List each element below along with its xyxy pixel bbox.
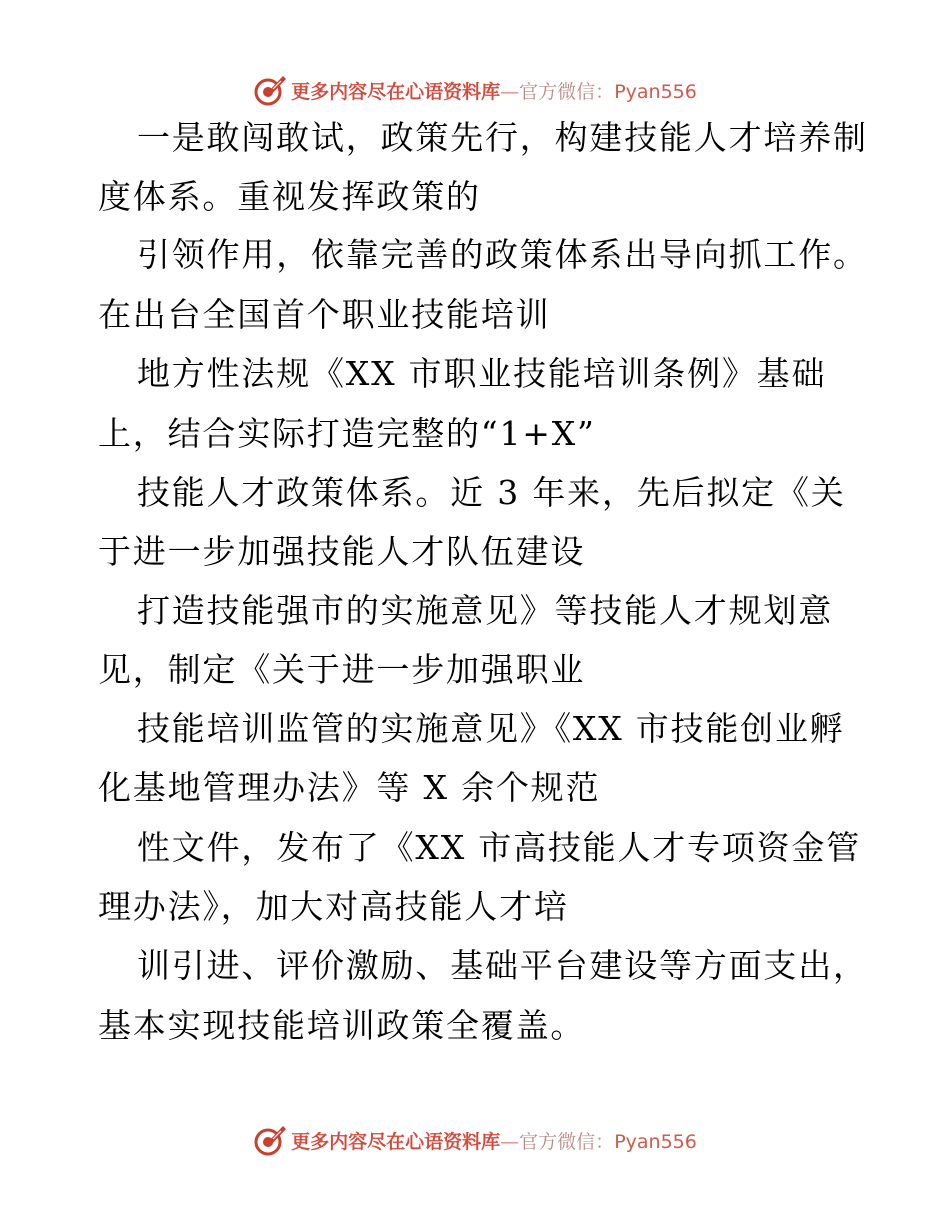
footer-dash: —	[500, 1130, 520, 1153]
body-line: 一是敢闯敢试，政策先行，构建技能人才培养制	[137, 118, 868, 157]
footer-banner	[0, 1120, 950, 1160]
footer-label: 官方微信：	[519, 1130, 615, 1153]
footer-text	[291, 1127, 697, 1154]
body-line: 度体系。重视发挥政策的	[98, 177, 481, 216]
body-line: 训引进、评价激励、基础平台建设等方面支出，	[137, 946, 868, 985]
body-line: 引领作用，依靠完善的政策体系出导向抓工作。	[137, 235, 868, 274]
header-dash: —	[500, 80, 520, 103]
body-line: 地方性法规《XX 市职业技能培训条例》基础	[137, 354, 827, 393]
body-line: 基本实现技能培训政策全覆盖。	[98, 1006, 586, 1045]
quill-logo-icon	[253, 73, 287, 107]
body-line: 上，结合实际打造完整的“1+X”	[98, 414, 596, 453]
body-line: 理办法》，加大对高技能人才培	[98, 887, 569, 926]
body-line: 技能培训监管的实施意见》《XX 市技能创业孵	[137, 709, 845, 748]
body-line: 技能人才政策体系。近 3 年来，先后拟定《关	[137, 473, 846, 512]
header-text	[291, 77, 697, 104]
body-line: 打造技能强市的实施意见》等技能人才规划意	[137, 591, 833, 630]
header-label: 官方微信：	[519, 80, 615, 103]
body-line: 于进一步加强技能人才队伍建设	[98, 532, 586, 571]
body-line: 在出台全国首个职业技能培训	[98, 295, 551, 334]
body-line: 化基地管理办法》等 X 余个规范	[98, 768, 601, 807]
header-banner	[0, 70, 950, 110]
footer-wechat-id: Pyan556	[614, 1130, 697, 1153]
header-brand: 更多内容尽在心语资料库	[291, 80, 501, 103]
header-wechat-id: Pyan556	[614, 80, 697, 103]
body-line: 见，制定《关于进一步加强职业	[98, 650, 586, 689]
body-line: 性文件，发布了《XX 市高技能人才专项资金管	[137, 828, 862, 867]
quill-logo-icon	[253, 1123, 287, 1157]
footer-brand: 更多内容尽在心语资料库	[291, 1130, 501, 1153]
